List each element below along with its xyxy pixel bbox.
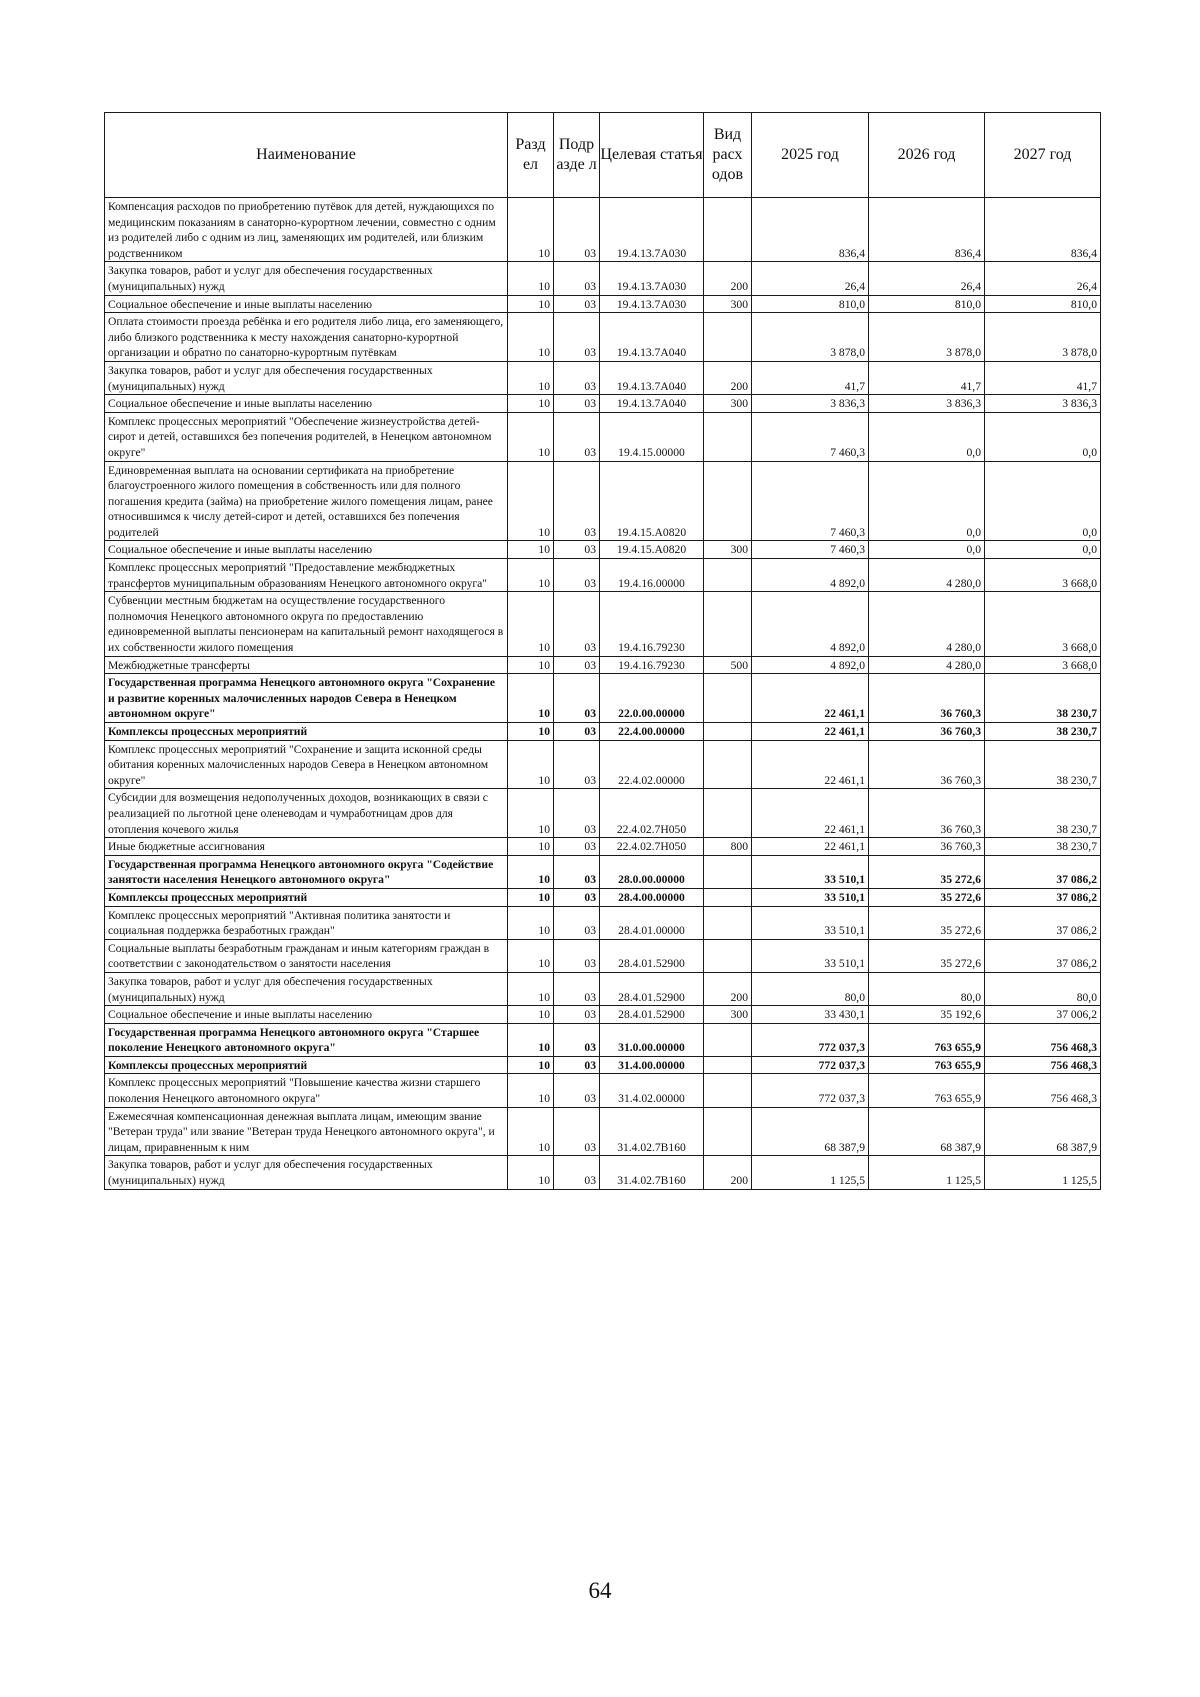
cell-2025: 1 125,5 xyxy=(752,1156,869,1189)
cell-vid-raskhodov xyxy=(704,939,752,972)
cell-razdel: 10 xyxy=(508,939,554,972)
cell-2026: 35 272,6 xyxy=(869,906,985,939)
cell-name: Комплексы процессных мероприятий xyxy=(105,723,508,741)
cell-vid-raskhodov: 300 xyxy=(704,1006,752,1024)
cell-name: Государственная программа Ненецкого автономного округа "Старшее поколение Ненецкого автономного округа" xyxy=(105,1023,508,1056)
cell-2025: 772 037,3 xyxy=(752,1074,869,1107)
cell-2027: 68 387,9 xyxy=(985,1107,1101,1156)
cell-2027: 3 668,0 xyxy=(985,559,1101,592)
cell-podrazdel: 03 xyxy=(554,1156,600,1189)
table-row xyxy=(105,1006,1101,1024)
cell-name: Социальное обеспечение и иные выплаты населению xyxy=(105,1006,508,1024)
cell-2026: 3 878,0 xyxy=(869,313,985,362)
cell-2025: 80,0 xyxy=(752,972,869,1005)
cell-vid-raskhodov xyxy=(704,1023,752,1056)
cell-name: Закупка товаров, работ и услуг для обеспечения государственных (муниципальных) нужд xyxy=(105,262,508,295)
cell-vid-raskhodov: 300 xyxy=(704,395,752,413)
cell-tselevaya-statya: 31.4.00.00000 xyxy=(600,1056,704,1074)
cell-podrazdel: 03 xyxy=(554,656,600,674)
cell-2025: 33 510,1 xyxy=(752,855,869,888)
cell-razdel: 10 xyxy=(508,395,554,413)
table-row xyxy=(105,592,1101,656)
cell-tselevaya-statya: 19.4.15.00000 xyxy=(600,412,704,461)
table-row xyxy=(105,855,1101,888)
cell-razdel: 10 xyxy=(508,361,554,394)
cell-2026: 36 760,3 xyxy=(869,674,985,723)
cell-2027: 3 668,0 xyxy=(985,592,1101,656)
cell-vid-raskhodov xyxy=(704,888,752,906)
cell-2026: 36 760,3 xyxy=(869,838,985,856)
cell-tselevaya-statya: 22.4.00.00000 xyxy=(600,723,704,741)
cell-2025: 7 460,3 xyxy=(752,541,869,559)
cell-tselevaya-statya: 19.4.16.79230 xyxy=(600,656,704,674)
table-row xyxy=(105,262,1101,295)
cell-2026: 68 387,9 xyxy=(869,1107,985,1156)
cell-2025: 4 892,0 xyxy=(752,592,869,656)
cell-2026: 41,7 xyxy=(869,361,985,394)
cell-podrazdel: 03 xyxy=(554,461,600,541)
cell-name: Государственная программа Ненецкого автономного округа "Содействие занятости населения Ненецкого автономного округа" xyxy=(105,855,508,888)
cell-2025: 7 460,3 xyxy=(752,412,869,461)
cell-name: Комплекс процессных мероприятий "Предоставление межбюджетных трансфертов муниципальным образованиям Ненецкого автономного округа" xyxy=(105,559,508,592)
cell-tselevaya-statya: 22.0.00.00000 xyxy=(600,674,704,723)
cell-2025: 3 836,3 xyxy=(752,395,869,413)
cell-vid-raskhodov xyxy=(704,906,752,939)
cell-2026: 4 280,0 xyxy=(869,592,985,656)
cell-2026: 0,0 xyxy=(869,461,985,541)
cell-name: Комплексы процессных мероприятий xyxy=(105,1056,508,1074)
cell-razdel: 10 xyxy=(508,1023,554,1056)
cell-razdel: 10 xyxy=(508,1006,554,1024)
cell-2026: 26,4 xyxy=(869,262,985,295)
cell-2026: 36 760,3 xyxy=(869,789,985,838)
header-2027: 2027 год xyxy=(985,113,1101,198)
cell-podrazdel: 03 xyxy=(554,395,600,413)
cell-2025: 836,4 xyxy=(752,198,869,262)
cell-name: Комплекс процессных мероприятий "Активная политика занятости и социальная поддержка безработных граждан" xyxy=(105,906,508,939)
cell-razdel: 10 xyxy=(508,906,554,939)
cell-vid-raskhodov: 200 xyxy=(704,361,752,394)
cell-2026: 836,4 xyxy=(869,198,985,262)
cell-razdel: 10 xyxy=(508,740,554,789)
cell-tselevaya-statya: 19.4.16.00000 xyxy=(600,559,704,592)
cell-razdel: 10 xyxy=(508,723,554,741)
table-row xyxy=(105,939,1101,972)
table-row xyxy=(105,1156,1101,1189)
cell-2025: 810,0 xyxy=(752,295,869,313)
cell-podrazdel: 03 xyxy=(554,972,600,1005)
cell-podrazdel: 03 xyxy=(554,789,600,838)
cell-2026: 35 272,6 xyxy=(869,888,985,906)
cell-tselevaya-statya: 22.4.02.00000 xyxy=(600,740,704,789)
cell-tselevaya-statya: 19.4.13.7А040 xyxy=(600,313,704,362)
cell-tselevaya-statya: 28.4.00.00000 xyxy=(600,888,704,906)
cell-vid-raskhodov: 800 xyxy=(704,838,752,856)
cell-2026: 810,0 xyxy=(869,295,985,313)
cell-vid-raskhodov: 200 xyxy=(704,1156,752,1189)
cell-2026: 36 760,3 xyxy=(869,723,985,741)
cell-2025: 772 037,3 xyxy=(752,1056,869,1074)
table-row xyxy=(105,723,1101,741)
cell-podrazdel: 03 xyxy=(554,541,600,559)
cell-2025: 33 430,1 xyxy=(752,1006,869,1024)
cell-tselevaya-statya: 19.4.15.А0820 xyxy=(600,541,704,559)
cell-tselevaya-statya: 19.4.13.7А030 xyxy=(600,262,704,295)
cell-name: Субсидии для возмещения недополученных доходов, возникающих в связи с реализацией по льготной цене оленеводам и чумработницам дров для отопления кочевого жилья xyxy=(105,789,508,838)
cell-vid-raskhodov xyxy=(704,674,752,723)
table-row xyxy=(105,838,1101,856)
cell-name: Комплекс процессных мероприятий "Обеспечение жизнеустройства детей-сирот и детей, оставшихся без попечения родителей, в Ненецком автономном округе" xyxy=(105,412,508,461)
cell-2025: 33 510,1 xyxy=(752,906,869,939)
cell-podrazdel: 03 xyxy=(554,838,600,856)
header-2026: 2026 год xyxy=(869,113,985,198)
cell-name: Закупка товаров, работ и услуг для обеспечения государственных (муниципальных) нужд xyxy=(105,361,508,394)
table-row xyxy=(105,1107,1101,1156)
cell-podrazdel: 03 xyxy=(554,559,600,592)
cell-2025: 22 461,1 xyxy=(752,789,869,838)
cell-2027: 38 230,7 xyxy=(985,740,1101,789)
cell-tselevaya-statya: 22.4.02.7Н050 xyxy=(600,789,704,838)
table-row xyxy=(105,412,1101,461)
cell-2025: 7 460,3 xyxy=(752,461,869,541)
cell-2027: 0,0 xyxy=(985,461,1101,541)
cell-vid-raskhodov xyxy=(704,789,752,838)
cell-name: Субвенции местным бюджетам на осуществление государственного полномочия Ненецкого автономного округа по предоставлению единовременной выплаты пенсионерам на капитальный ремонт находящегося в их собственности жилого помещения xyxy=(105,592,508,656)
cell-2027: 3 836,3 xyxy=(985,395,1101,413)
cell-razdel: 10 xyxy=(508,1107,554,1156)
cell-name: Ежемесячная компенсационная денежная выплата лицам, имеющим звание "Ветеран труда" или звание "Ветеран труда Ненецкого автономного округа", и лицам, приравненным к ним xyxy=(105,1107,508,1156)
cell-2027: 38 230,7 xyxy=(985,838,1101,856)
cell-podrazdel: 03 xyxy=(554,361,600,394)
cell-tselevaya-statya: 19.4.13.7А030 xyxy=(600,295,704,313)
table-row xyxy=(105,888,1101,906)
cell-vid-raskhodov xyxy=(704,461,752,541)
cell-vid-raskhodov: 300 xyxy=(704,541,752,559)
cell-podrazdel: 03 xyxy=(554,1023,600,1056)
cell-razdel: 10 xyxy=(508,972,554,1005)
cell-2027: 37 086,2 xyxy=(985,939,1101,972)
cell-2026: 4 280,0 xyxy=(869,559,985,592)
cell-tselevaya-statya: 19.4.13.7А040 xyxy=(600,395,704,413)
cell-2025: 22 461,1 xyxy=(752,740,869,789)
cell-2027: 3 668,0 xyxy=(985,656,1101,674)
cell-name: Комплекс процессных мероприятий "Сохранение и защита исконной среды обитания коренных малочисленных народов Севера в Ненецком автономном округе" xyxy=(105,740,508,789)
cell-vid-raskhodov: 500 xyxy=(704,656,752,674)
cell-tselevaya-statya: 28.0.00.00000 xyxy=(600,855,704,888)
cell-2026: 0,0 xyxy=(869,541,985,559)
cell-2025: 26,4 xyxy=(752,262,869,295)
cell-podrazdel: 03 xyxy=(554,1006,600,1024)
cell-vid-raskhodov xyxy=(704,313,752,362)
cell-2027: 37 086,2 xyxy=(985,906,1101,939)
cell-name: Иные бюджетные ассигнования xyxy=(105,838,508,856)
cell-2027: 756 468,3 xyxy=(985,1023,1101,1056)
header-tselevaya-statya: Целевая статья xyxy=(600,113,704,198)
cell-2027: 37 086,2 xyxy=(985,888,1101,906)
header-2025: 2025 год xyxy=(752,113,869,198)
cell-name: Социальное обеспечение и иные выплаты населению xyxy=(105,295,508,313)
cell-razdel: 10 xyxy=(508,461,554,541)
cell-2025: 22 461,1 xyxy=(752,838,869,856)
cell-2026: 4 280,0 xyxy=(869,656,985,674)
cell-tselevaya-statya: 31.4.02.00000 xyxy=(600,1074,704,1107)
cell-podrazdel: 03 xyxy=(554,412,600,461)
cell-razdel: 10 xyxy=(508,656,554,674)
cell-razdel: 10 xyxy=(508,559,554,592)
cell-razdel: 10 xyxy=(508,1056,554,1074)
cell-name: Социальное обеспечение и иные выплаты населению xyxy=(105,541,508,559)
cell-2026: 80,0 xyxy=(869,972,985,1005)
header-razdel: Разд ел xyxy=(508,113,554,198)
cell-razdel: 10 xyxy=(508,888,554,906)
cell-podrazdel: 03 xyxy=(554,313,600,362)
cell-razdel: 10 xyxy=(508,198,554,262)
cell-name: Государственная программа Ненецкого автономного округа "Сохранение и развитие коренных малочисленных народов Севера в Ненецком автономном округе" xyxy=(105,674,508,723)
cell-2026: 763 655,9 xyxy=(869,1074,985,1107)
cell-podrazdel: 03 xyxy=(554,592,600,656)
table-row xyxy=(105,906,1101,939)
header-vid-raskhodov: Вид расх одов xyxy=(704,113,752,198)
cell-podrazdel: 03 xyxy=(554,1056,600,1074)
cell-tselevaya-statya: 19.4.13.7А040 xyxy=(600,361,704,394)
cell-2027: 38 230,7 xyxy=(985,789,1101,838)
cell-razdel: 10 xyxy=(508,541,554,559)
cell-2026: 35 192,6 xyxy=(869,1006,985,1024)
cell-2027: 37 006,2 xyxy=(985,1006,1101,1024)
table-header-row xyxy=(105,113,1101,198)
cell-razdel: 10 xyxy=(508,1156,554,1189)
cell-name: Комплексы процессных мероприятий xyxy=(105,888,508,906)
table-row xyxy=(105,740,1101,789)
cell-podrazdel: 03 xyxy=(554,262,600,295)
table-row xyxy=(105,559,1101,592)
cell-2027: 41,7 xyxy=(985,361,1101,394)
table-row xyxy=(105,789,1101,838)
cell-tselevaya-statya: 19.4.13.7А030 xyxy=(600,198,704,262)
cell-vid-raskhodov xyxy=(704,740,752,789)
cell-2025: 41,7 xyxy=(752,361,869,394)
cell-2025: 4 892,0 xyxy=(752,559,869,592)
cell-razdel: 10 xyxy=(508,855,554,888)
cell-2027: 0,0 xyxy=(985,412,1101,461)
cell-2025: 22 461,1 xyxy=(752,723,869,741)
cell-name: Социальные выплаты безработным гражданам и иным категориям граждан в соответствии с законодательством о занятости населения xyxy=(105,939,508,972)
cell-2027: 0,0 xyxy=(985,541,1101,559)
cell-name: Социальное обеспечение и иные выплаты населению xyxy=(105,395,508,413)
table-row xyxy=(105,656,1101,674)
cell-tselevaya-statya: 28.4.01.52900 xyxy=(600,972,704,1005)
cell-podrazdel: 03 xyxy=(554,1074,600,1107)
page-number: 64 xyxy=(588,1578,612,1603)
cell-2025: 33 510,1 xyxy=(752,888,869,906)
cell-2027: 836,4 xyxy=(985,198,1101,262)
cell-2025: 22 461,1 xyxy=(752,674,869,723)
cell-tselevaya-statya: 31.4.02.7В160 xyxy=(600,1107,704,1156)
cell-name: Оплата стоимости проезда ребёнка и его родителя либо лица, его заменяющего, либо близкого родственника к месту нахождения санаторно-курортной организации и обратно по санаторно-курортным путёвкам xyxy=(105,313,508,362)
cell-vid-raskhodov xyxy=(704,559,752,592)
table-row xyxy=(105,295,1101,313)
cell-2027: 1 125,5 xyxy=(985,1156,1101,1189)
cell-2026: 3 836,3 xyxy=(869,395,985,413)
table-row xyxy=(105,361,1101,394)
table-row xyxy=(105,198,1101,262)
cell-razdel: 10 xyxy=(508,789,554,838)
cell-razdel: 10 xyxy=(508,313,554,362)
cell-2026: 36 760,3 xyxy=(869,740,985,789)
cell-podrazdel: 03 xyxy=(554,740,600,789)
cell-2025: 772 037,3 xyxy=(752,1023,869,1056)
budget-table xyxy=(104,112,1101,1190)
cell-2027: 756 468,3 xyxy=(985,1074,1101,1107)
cell-vid-raskhodov xyxy=(704,592,752,656)
cell-razdel: 10 xyxy=(508,674,554,723)
table-row xyxy=(105,1074,1101,1107)
cell-vid-raskhodov xyxy=(704,412,752,461)
cell-razdel: 10 xyxy=(508,295,554,313)
cell-podrazdel: 03 xyxy=(554,198,600,262)
cell-2027: 26,4 xyxy=(985,262,1101,295)
cell-2027: 3 878,0 xyxy=(985,313,1101,362)
table-row xyxy=(105,1023,1101,1056)
cell-podrazdel: 03 xyxy=(554,295,600,313)
cell-podrazdel: 03 xyxy=(554,939,600,972)
table-row xyxy=(105,461,1101,541)
cell-tselevaya-statya: 31.0.00.00000 xyxy=(600,1023,704,1056)
cell-name: Компенсация расходов по приобретению путёвок для детей, нуждающихся по медицинским показаниям в санаторно-курортном лечении, совместно с одним из родителей либо с одним из лиц, заменяющих им родителей, или близким родственником xyxy=(105,198,508,262)
cell-2026: 1 125,5 xyxy=(869,1156,985,1189)
header-name: Наименование xyxy=(105,113,508,198)
cell-2025: 3 878,0 xyxy=(752,313,869,362)
cell-razdel: 10 xyxy=(508,838,554,856)
cell-vid-raskhodov xyxy=(704,1107,752,1156)
cell-podrazdel: 03 xyxy=(554,1107,600,1156)
cell-tselevaya-statya: 19.4.15.А0820 xyxy=(600,461,704,541)
cell-razdel: 10 xyxy=(508,412,554,461)
cell-vid-raskhodov xyxy=(704,723,752,741)
cell-vid-raskhodov: 200 xyxy=(704,262,752,295)
cell-2027: 756 468,3 xyxy=(985,1056,1101,1074)
cell-2027: 38 230,7 xyxy=(985,723,1101,741)
cell-podrazdel: 03 xyxy=(554,723,600,741)
cell-2026: 763 655,9 xyxy=(869,1023,985,1056)
table-row xyxy=(105,541,1101,559)
cell-vid-raskhodov xyxy=(704,198,752,262)
cell-razdel: 10 xyxy=(508,262,554,295)
cell-vid-raskhodov xyxy=(704,855,752,888)
cell-tselevaya-statya: 22.4.02.7Н050 xyxy=(600,838,704,856)
cell-2026: 35 272,6 xyxy=(869,855,985,888)
cell-podrazdel: 03 xyxy=(554,674,600,723)
cell-vid-raskhodov: 200 xyxy=(704,972,752,1005)
cell-2027: 38 230,7 xyxy=(985,674,1101,723)
cell-2026: 0,0 xyxy=(869,412,985,461)
cell-podrazdel: 03 xyxy=(554,888,600,906)
cell-podrazdel: 03 xyxy=(554,855,600,888)
cell-podrazdel: 03 xyxy=(554,906,600,939)
cell-2027: 810,0 xyxy=(985,295,1101,313)
cell-name: Закупка товаров, работ и услуг для обеспечения государственных (муниципальных) нужд xyxy=(105,1156,508,1189)
cell-2027: 80,0 xyxy=(985,972,1101,1005)
header-podrazdel: Подр азде л xyxy=(554,113,600,198)
cell-vid-raskhodov: 300 xyxy=(704,295,752,313)
cell-razdel: 10 xyxy=(508,592,554,656)
cell-vid-raskhodov xyxy=(704,1074,752,1107)
cell-name: Межбюджетные трансферты xyxy=(105,656,508,674)
cell-tselevaya-statya: 28.4.01.52900 xyxy=(600,1006,704,1024)
table-row xyxy=(105,1056,1101,1074)
cell-name: Комплекс процессных мероприятий "Повышение качества жизни старшего поколения Ненецкого автономного округа" xyxy=(105,1074,508,1107)
cell-vid-raskhodov xyxy=(704,1056,752,1074)
cell-2027: 37 086,2 xyxy=(985,855,1101,888)
cell-name: Единовременная выплата на основании сертификата на приобретение благоустроенного жилого помещения в собственность или для полного погашения кредита (займа) на приобретение жилого помещения лицам, ранее относившимся к числу детей-сирот и детей, оставшихся без попечения родителей xyxy=(105,461,508,541)
cell-2025: 33 510,1 xyxy=(752,939,869,972)
table-row xyxy=(105,313,1101,362)
table-row xyxy=(105,395,1101,413)
cell-tselevaya-statya: 28.4.01.00000 xyxy=(600,906,704,939)
cell-tselevaya-statya: 31.4.02.7В160 xyxy=(600,1156,704,1189)
cell-tselevaya-statya: 19.4.16.79230 xyxy=(600,592,704,656)
cell-tselevaya-statya: 28.4.01.52900 xyxy=(600,939,704,972)
cell-2026: 763 655,9 xyxy=(869,1056,985,1074)
cell-2025: 68 387,9 xyxy=(752,1107,869,1156)
cell-2026: 35 272,6 xyxy=(869,939,985,972)
cell-name: Закупка товаров, работ и услуг для обеспечения государственных (муниципальных) нужд xyxy=(105,972,508,1005)
cell-2025: 4 892,0 xyxy=(752,656,869,674)
table-row xyxy=(105,972,1101,1005)
cell-razdel: 10 xyxy=(508,1074,554,1107)
table-row xyxy=(105,674,1101,723)
